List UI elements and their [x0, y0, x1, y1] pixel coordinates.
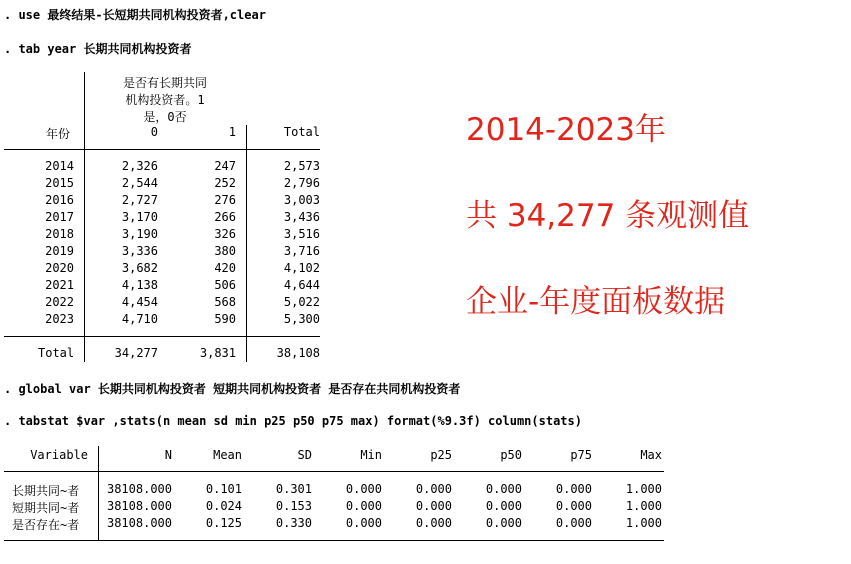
tab-row-v1: 420 [214, 261, 236, 275]
stat-cell-mean: 0.101 [205, 482, 242, 496]
tab-row-total: 2,573 [283, 159, 320, 173]
stat-row-variable: 短期共同~者 [12, 501, 80, 515]
tab-row-v1: 380 [214, 244, 236, 258]
stat-cell-p25: 0.000 [415, 516, 452, 530]
stat-cell-min: 0.000 [345, 516, 382, 530]
tab-col-header-line1: 是否有长期共同 [122, 76, 207, 90]
tab-row-total: 4,644 [283, 278, 320, 292]
tab-row-v0: 4,454 [121, 295, 158, 309]
tab-row-year: 2017 [45, 210, 74, 224]
tab-row-total: 5,022 [283, 295, 320, 309]
tab-row-year: 2018 [45, 227, 74, 241]
stat-header-mean: Mean [213, 448, 242, 462]
tab-col-header-line3: 是，0否 [143, 110, 187, 124]
stat-cell-mean: 0.024 [205, 499, 242, 513]
stat-header-min: Min [360, 448, 382, 462]
tab-col-1: 1 [228, 125, 236, 139]
stat-cell-n: 38108.000 [106, 516, 172, 530]
tab-row-v0: 3,170 [121, 210, 158, 224]
tab-row-total: 3,716 [283, 244, 320, 258]
tab-row-year: 2020 [45, 261, 74, 275]
use-command: . use 最终结果-长短期共同机构投资者,clear [4, 8, 266, 22]
stat-cell-min: 0.000 [345, 482, 382, 496]
stat-header-n: N [164, 448, 172, 462]
stat-header-p75: p75 [570, 448, 592, 462]
tab-row-year: 2022 [45, 295, 74, 309]
tab-row-v0: 4,138 [121, 278, 158, 292]
tab-row-year: 2016 [45, 193, 74, 207]
tab-row-v0: 3,682 [121, 261, 158, 275]
stat-cell-n: 38108.000 [106, 482, 172, 496]
tab-row-total: 5,300 [283, 312, 320, 326]
tab-row-year: 2015 [45, 176, 74, 190]
tab-row-v1: 252 [214, 176, 236, 190]
stat-cell-sd: 0.301 [275, 482, 312, 496]
tab-row-total: 2,796 [283, 176, 320, 190]
stat-cell-p25: 0.000 [415, 482, 452, 496]
stat-cell-n: 38108.000 [106, 499, 172, 513]
tab-row-v0: 2,727 [121, 193, 158, 207]
tab-row-v1: 247 [214, 159, 236, 173]
tab-total-v1: 3,831 [199, 346, 236, 360]
stat-cell-max: 1.000 [625, 499, 662, 513]
stat-cell-p25: 0.000 [415, 499, 452, 513]
tab-row-v0: 2,326 [121, 159, 158, 173]
tab-row-v1: 266 [214, 210, 236, 224]
stat-header-rule [4, 471, 664, 472]
tab-row-v1: 568 [214, 295, 236, 309]
tab-total-v0: 34,277 [114, 346, 158, 360]
global-command: . global var 长期共同机构投资者 短期共同机构投资者 是否存在共同机构投资者 [4, 382, 461, 396]
stat-header-variable: Variable [30, 448, 88, 462]
tab-row-v0: 3,336 [121, 244, 158, 258]
tab-row-year: 2014 [45, 159, 74, 173]
tab-row-var-label: 年份 [46, 127, 71, 141]
tab-row-total: 3,516 [283, 227, 320, 241]
stat-bottom-rule [4, 540, 664, 541]
stat-cell-p50: 0.000 [485, 516, 522, 530]
tab-row-v0: 2,544 [121, 176, 158, 190]
tab-total-total: 38,108 [276, 346, 320, 360]
stat-cell-p50: 0.000 [485, 499, 522, 513]
tab-row-v0: 3,190 [121, 227, 158, 241]
stat-cell-sd: 0.153 [275, 499, 312, 513]
stat-header-p25: p25 [430, 448, 452, 462]
tab-row-v1: 326 [214, 227, 236, 241]
tab-row-v1: 590 [214, 312, 236, 326]
stat-header-sd: SD [297, 448, 312, 462]
stat-row-variable: 长期共同~者 [12, 484, 80, 498]
tab-command: . tab year 长期共同机构投资者 [4, 42, 192, 56]
stat-cell-p75: 0.000 [555, 516, 592, 530]
tabstat-command: . tabstat $var ,stats(n mean sd min p25 p50 p75 max) format(%9.3f) column(stats) [4, 414, 582, 428]
tab-row-total: 3,003 [283, 193, 320, 207]
stat-cell-mean: 0.125 [205, 516, 242, 530]
tab-total-rule [4, 336, 320, 337]
stat-cell-min: 0.000 [345, 499, 382, 513]
annotation-panel: 企业-年度面板数据 [466, 284, 726, 320]
tab-total-label: Total [38, 346, 75, 360]
tab-row-total: 4,102 [283, 261, 320, 275]
tab-vertical-divider [84, 72, 85, 362]
tab-row-v0: 4,710 [121, 312, 158, 326]
tab-row-v1: 506 [214, 278, 236, 292]
tab-col-0: 0 [150, 125, 158, 139]
stat-cell-max: 1.000 [625, 516, 662, 530]
annotation-years: 2014-2023年 [466, 112, 666, 148]
tab-col-total: Total [283, 125, 320, 139]
stat-cell-p75: 0.000 [555, 499, 592, 513]
tab-row-v1: 276 [214, 193, 236, 207]
tab-header-rule [4, 149, 320, 150]
tab-total-divider [246, 125, 247, 362]
annotation-observations: 共 34,277 条观测值 [466, 198, 750, 234]
tab-row-year: 2023 [45, 312, 74, 326]
tab-row-total: 3,436 [283, 210, 320, 224]
stat-cell-max: 1.000 [625, 482, 662, 496]
stat-cell-p50: 0.000 [485, 482, 522, 496]
stat-row-variable: 是否存在~者 [12, 518, 80, 532]
tab-col-header-line2: 机构投资者。1 [125, 93, 205, 107]
tab-row-year: 2021 [45, 278, 74, 292]
stat-cell-sd: 0.330 [275, 516, 312, 530]
stat-header-max: Max [640, 448, 662, 462]
stat-cell-p75: 0.000 [555, 482, 592, 496]
stat-header-p50: p50 [500, 448, 522, 462]
tab-row-year: 2019 [45, 244, 74, 258]
